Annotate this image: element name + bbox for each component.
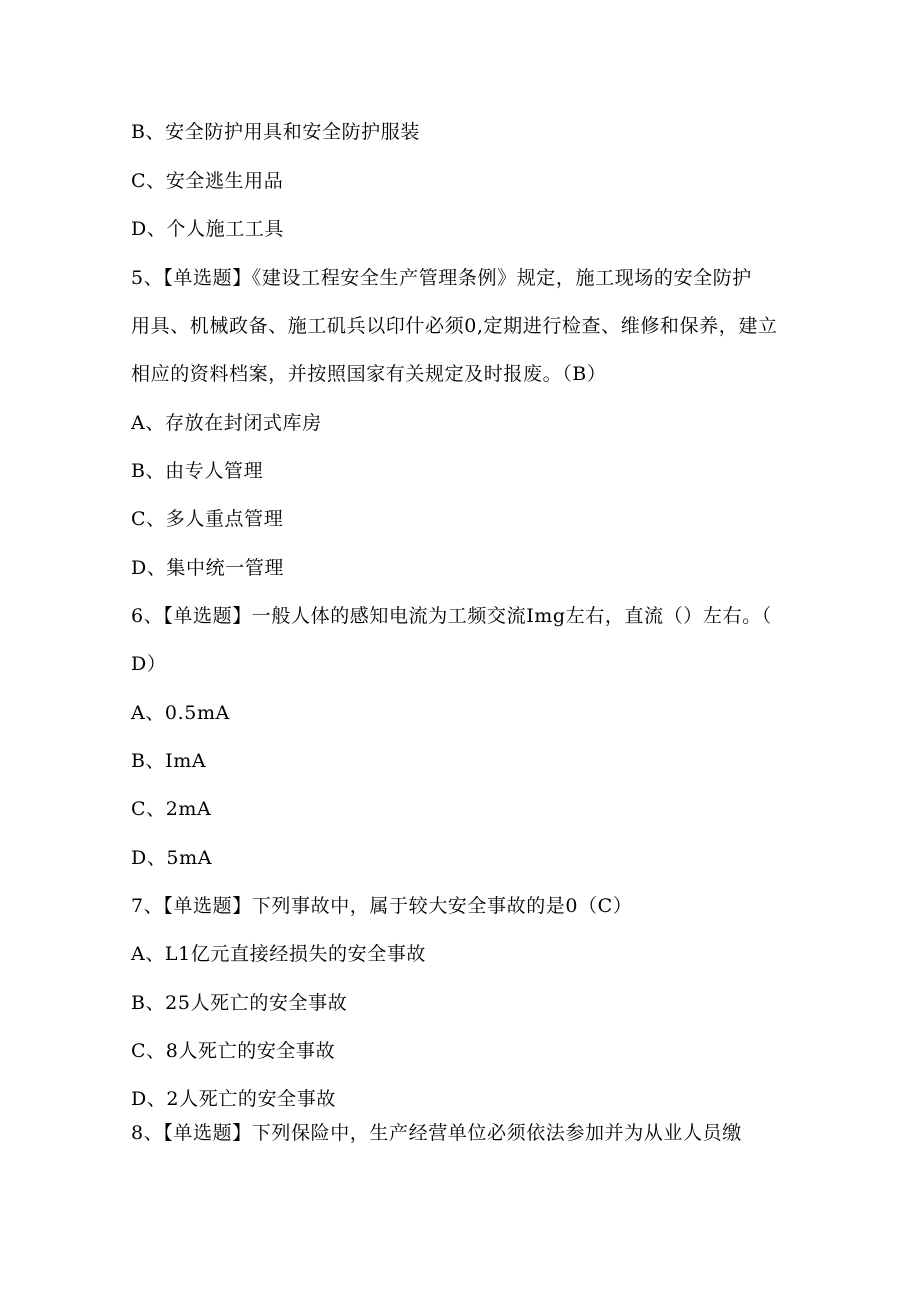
- option-a-q5: A、存放在封闭式库房: [131, 412, 322, 434]
- option-d-q5: D、集中统一管理: [131, 557, 285, 579]
- question-6-line-2: D）: [131, 653, 167, 675]
- question-5-line-2: 用具、机械政备、施工矶兵以印什必须0,定期进行检查、维修和保养，建立: [131, 315, 778, 337]
- question-5-line-1: 5、【单选题】《建设工程安全生产管理条例》规定，施工现场的安全防护: [131, 267, 752, 289]
- question-8-line-1: 8、【单选题】下列保险中，生产经营单位必须依法参加并为从业人员缴: [131, 1122, 742, 1144]
- question-5-line-3: 相应的资料档案，并按照国家有关规定及时报废。（B）: [131, 363, 607, 385]
- question-6-line-1: 6、【单选题】一般人体的感知电流为工频交流Img左右，直流（）左右。（: [131, 605, 772, 627]
- option-a-q7: A、L1亿元直接经损失的安全事故: [131, 943, 427, 965]
- option-d-q4: D、个人施工工具: [131, 218, 285, 240]
- option-d-q7: D、2人死亡的安全事故: [131, 1088, 336, 1110]
- option-c-q5: C、多人重点管理: [131, 508, 284, 530]
- option-c-q7: C、8人死亡的安全事故: [131, 1040, 336, 1062]
- option-d-q6: D、5mA: [131, 847, 213, 869]
- option-b-q4: B、安全防护用具和安全防护服装: [131, 121, 420, 143]
- option-a-q6: A、0.5mA: [131, 702, 230, 724]
- option-b-q5: B、由专人管理: [131, 460, 264, 482]
- option-b-q6: B、ImA: [131, 750, 207, 772]
- option-c-q6: C、2mA: [131, 798, 212, 820]
- option-c-q4: C、安全逃生用品: [131, 170, 284, 192]
- question-7: 7、【单选题】下列事故中，属于较大安全事故的是0（C）: [131, 895, 633, 917]
- option-b-q7: B、25人死亡的安全事故: [131, 992, 348, 1014]
